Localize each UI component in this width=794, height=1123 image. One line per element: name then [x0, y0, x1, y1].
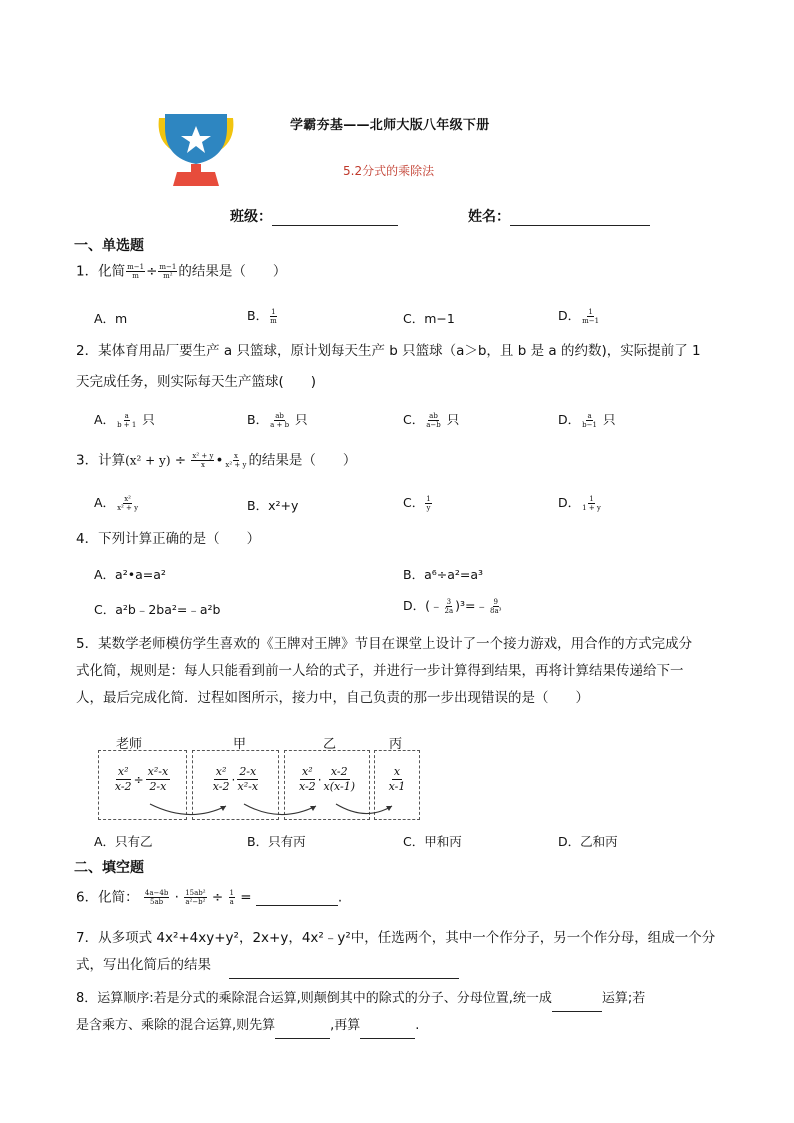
- q3-option-a[interactable]: A． $\frac{\text{x²}}{\text{x² + y}}$: [94, 495, 139, 512]
- relay-arrow-2: [244, 804, 316, 815]
- trophy-logo: [153, 112, 239, 188]
- q6-blank[interactable]: [256, 893, 338, 906]
- q5-option-a[interactable]: A．只有乙: [94, 834, 153, 849]
- q1-option-a[interactable]: A．m: [94, 311, 128, 326]
- q8-blank-3[interactable]: [360, 1026, 415, 1039]
- name-blank[interactable]: [510, 212, 650, 226]
- page-subtitle: 5.2分式的乘除法: [343, 164, 435, 178]
- q4-option-d[interactable]: D．(﹣ $\frac{3}{2a}$ )³=﹣ $\frac{9}{\text{8a³}}$: [403, 598, 502, 615]
- relay-label-jia: 甲: [233, 737, 247, 752]
- q3-option-d[interactable]: D． $\frac{1}{1 + y}$: [558, 495, 601, 512]
- q8-blank-1[interactable]: [552, 999, 602, 1012]
- question-8: 8．运算顺序:若是分式的乘除混合运算,则颠倒其中的除式的分子、分母位置,统一成 运算;若 是含乘方、乘除的混合运算,则先算 ,再算 .: [76, 985, 726, 1039]
- question-5: 5．某数学老师模仿学生喜欢的《王牌对王牌》节目在课堂上设计了一个接力游戏，用合作的方式完成分 式化简，规则是：每人只能看到前一人给的式子，并进行一步计算得到结果，再将计算结果传递给下一 人，最后完成化简．过程如图所示，接力中，自己负责的那一步出现错误的是（ ）: [76, 636, 693, 706]
- question-2-line1: 2．某体育用品厂要生产 a 只篮球，原计划每天生产 b 只篮球（a＞b，且 b 是 a 的约数)，实际提前了 1: [76, 343, 701, 359]
- question-4: 4．下列计算正确的是（ ）: [76, 531, 261, 547]
- page-title: 学霸夯基——北师大版八年级下册: [290, 118, 490, 133]
- q5-option-b[interactable]: B．只有丙: [247, 834, 306, 849]
- class-label: 班级：: [230, 209, 272, 225]
- class-blank[interactable]: [272, 212, 398, 226]
- relay-box-yi: $\frac{\text{x²}}{x-2}$ · $\frac{x-2}{x(x-1)}$: [284, 750, 370, 820]
- section-fill-blank: 二、填空题: [74, 860, 144, 876]
- q1-option-d[interactable]: D． $\frac{1}{m-1}$: [558, 308, 600, 325]
- q8-blank-2[interactable]: [275, 1026, 330, 1039]
- q2-option-b[interactable]: B． $\frac{ab}{a + b}$ 只: [247, 412, 308, 429]
- q3-option-c[interactable]: C． $\frac{1}{y}$: [403, 495, 431, 512]
- relay-arrows: [140, 798, 400, 822]
- question-2-line2: 天完成任务，则实际每天生产篮球( ): [76, 374, 317, 390]
- q2-option-d[interactable]: D． $\frac{a}{b-1}$ 只: [558, 412, 616, 429]
- q2-option-a[interactable]: A． $\frac{a}{b + 1}$ 只: [94, 412, 155, 429]
- q3-option-b[interactable]: B．x²+y: [247, 498, 299, 513]
- section-single-choice: 一、单选题: [74, 238, 144, 254]
- q2-option-c[interactable]: C． $\frac{ab}{a-b}$ 只: [403, 412, 460, 429]
- question-3: 3．计算(x² + y) ÷ $\frac{\text{x² + y}}{x}$ • $\frac{x}{\text{x² + y}}$ 的结果是（ ）: [76, 452, 357, 469]
- relay-box-teacher: $\frac{\text{x²}}{x-2}$ ÷ $\frac{\text{x²-x}}{2-x}$: [98, 750, 187, 820]
- q5-option-d[interactable]: D．乙和丙: [558, 834, 618, 849]
- relay-label-bing: 丙: [389, 737, 403, 752]
- q4-option-b[interactable]: B．a⁶÷a²=a³: [403, 567, 484, 582]
- class-field: [230, 206, 398, 226]
- relay-arrow-3: [336, 804, 392, 814]
- q1-option-c[interactable]: C．m−1: [403, 311, 455, 326]
- relay-box-bing: $\frac{x}{x-1}$: [374, 750, 420, 820]
- name-field: [468, 206, 650, 226]
- relay-label-yi: 乙: [323, 737, 337, 752]
- name-label: 姓名：: [468, 209, 510, 225]
- question-6: 6．化简： $\frac{4a-4b}{5ab}$ · $\frac{\text{15ab²}}{\text{a²−b²}}$ ÷ $\frac{1}{a}$ = .: [76, 889, 343, 906]
- question-1: 1．化简 $\frac{m-1}{m}$ ÷ $\frac{m-1}{\text{m²}}$ 的结果是（ ）: [76, 263, 287, 280]
- relay-box-jia: $\frac{\text{x²}}{x-2}$ · $\frac{2-x}{\text{x²-x}}$: [192, 750, 279, 820]
- relay-label-teacher: 老师: [116, 737, 143, 752]
- question-7: 7．从多项式 4x²+4xy+y²，2x+y，4x²﹣y²中，任选两个，其中一个作分子，另一个作分母，组成一个分 式，写出化简后的结果: [76, 925, 716, 979]
- relay-arrow-1: [150, 804, 226, 815]
- q7-blank[interactable]: [229, 966, 459, 979]
- q1-option-b[interactable]: B． $\frac{1}{m}$: [247, 308, 277, 325]
- q4-option-c[interactable]: C．a²b﹣2ba²=﹣a²b: [94, 602, 221, 617]
- q4-option-a[interactable]: A．a²•a=a²: [94, 567, 166, 582]
- q5-option-c[interactable]: C．甲和丙: [403, 834, 462, 849]
